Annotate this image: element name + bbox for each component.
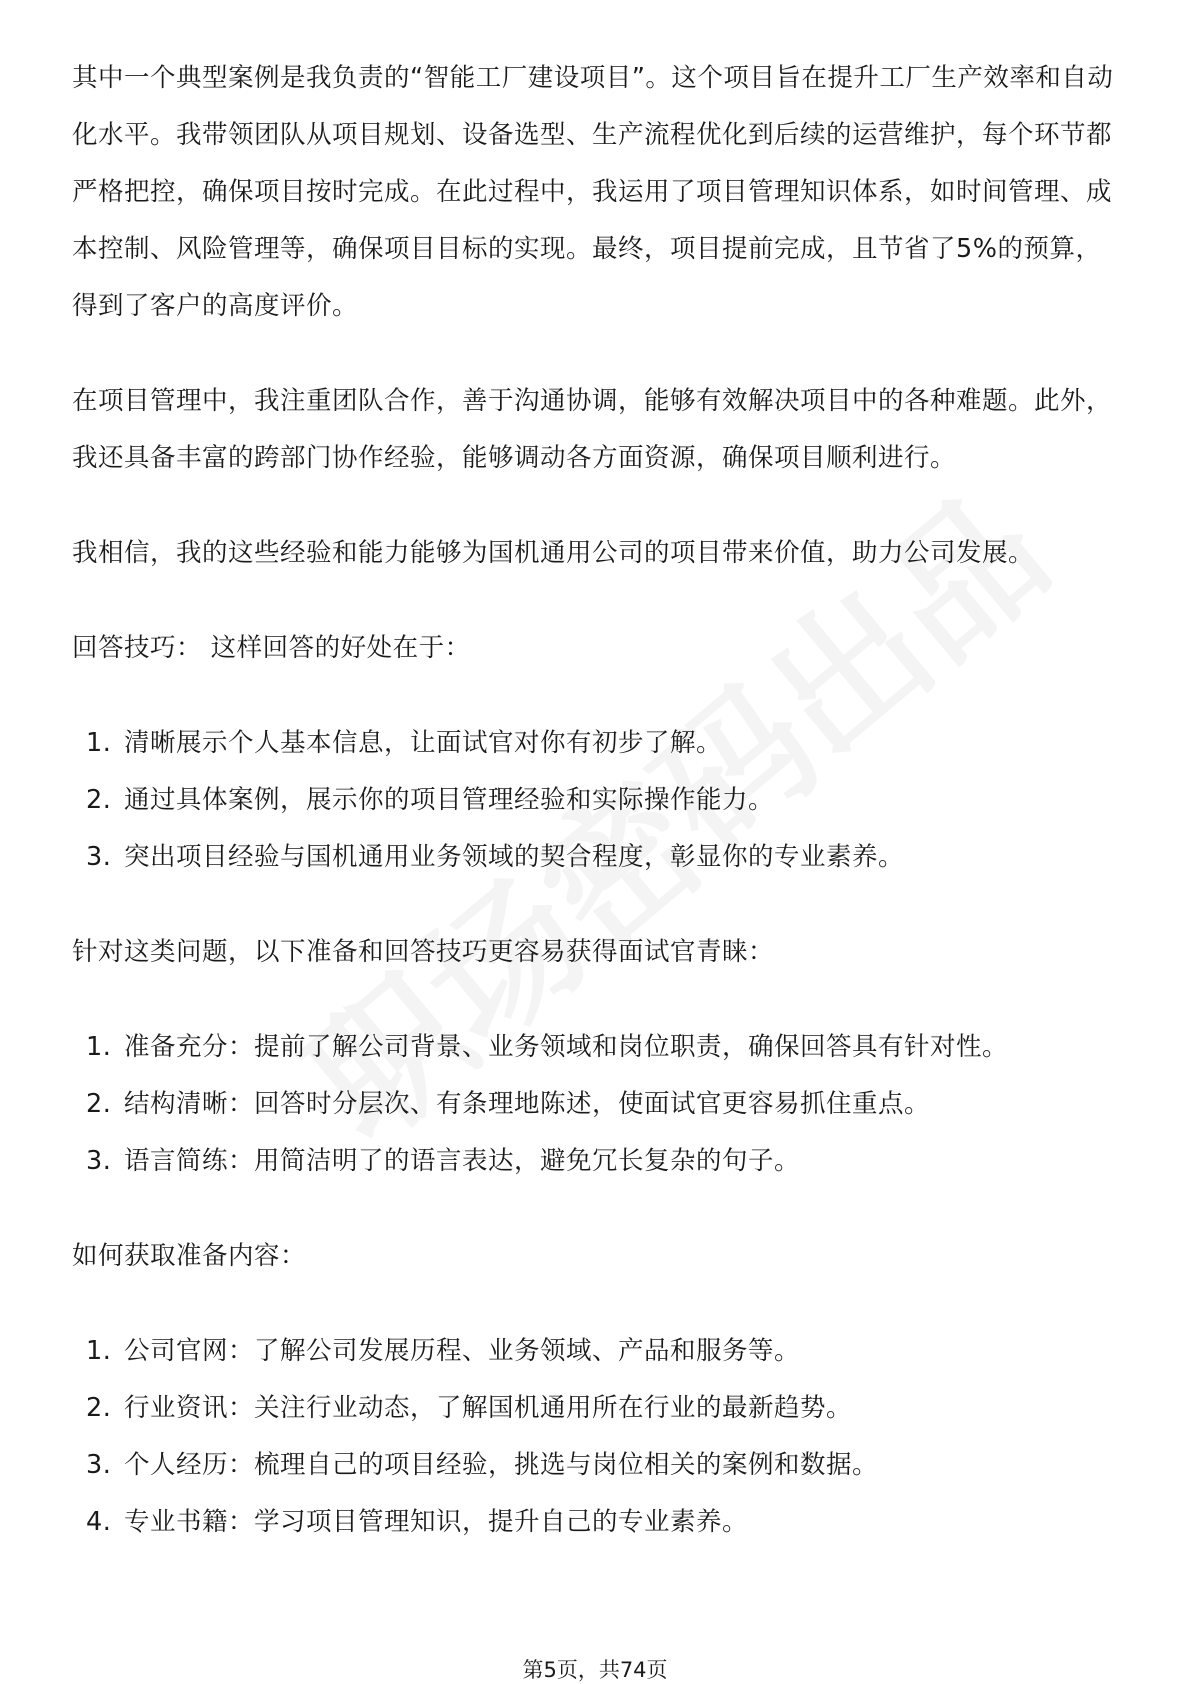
list-text: 专业书籍：学习项目管理知识，提升自己的专业素养。	[124, 1507, 749, 1537]
list-number: 1.	[86, 728, 112, 758]
list-text: 行业资讯：关注行业动态，了解国机通用所在行业的最新趋势。	[124, 1393, 853, 1423]
prep-heading: 针对这类问题，以下准备和回答技巧更容易获得面试官青睐：	[72, 937, 775, 967]
list-item	[72, 1019, 1118, 1076]
list-number: 2.	[86, 785, 112, 815]
list-text: 语言简练：用简洁明了的语言表达，避免冗长复杂的句子。	[124, 1146, 801, 1176]
list-item	[72, 1380, 1118, 1437]
tips-heading: 回答技巧： 这样回答的好处在于：	[72, 633, 471, 663]
list-number: 1.	[86, 1336, 112, 1366]
list-text: 准备充分：提前了解公司背景、业务领域和岗位职责，确保回答具有针对性。	[124, 1032, 1009, 1062]
list-item	[72, 772, 1118, 829]
list-number: 2.	[86, 1089, 112, 1119]
list-number: 2.	[86, 1393, 112, 1423]
list-item	[72, 1494, 1118, 1551]
list-text: 突出项目经验与国机通用业务领域的契合程度，彰显你的专业素养。	[124, 842, 905, 872]
list-text: 结构清晰：回答时分层次、有条理地陈述，使面试官更容易抓住重点。	[124, 1089, 931, 1119]
list-text: 公司官网：了解公司发展历程、业务领域、产品和服务等。	[124, 1336, 801, 1366]
tips-list	[72, 715, 1118, 886]
paragraph-teamwork: 在项目管理中，我注重团队合作，善于沟通协调，能够有效解决项目中的各种难题。此外，我还具备丰富的跨部门协作经验，能够调动各方面资源，确保项目顺利进行。	[72, 386, 1113, 473]
list-number: 3.	[86, 1146, 112, 1176]
list-item	[72, 715, 1118, 772]
list-number: 3.	[86, 842, 112, 872]
list-number: 1.	[86, 1032, 112, 1062]
list-number: 3.	[86, 1450, 112, 1480]
page-number: 第5页，共74页	[522, 1658, 668, 1682]
page-content	[72, 50, 1118, 1589]
prep-list	[72, 1019, 1118, 1190]
sources-list	[72, 1323, 1118, 1551]
list-item	[72, 1437, 1118, 1494]
list-item	[72, 1133, 1118, 1190]
list-item	[72, 829, 1118, 886]
paragraph-case-study: 其中一个典型案例是我负责的“智能工厂建设项目”。这个项目旨在提升工厂生产效率和自动化水平。我带领团队从项目规划、设备选型、生产流程优化到后续的运营维护，每个环节都严格把控，确保项目按时完成。在此过程中，我运用了项目管理知识体系，如时间管理、成本控制、风险管理等，确保项目目标的实现。最终，项目提前完成，且节省了5%的预算，得到了客户的高度评价。	[72, 63, 1114, 321]
paragraph-conclusion: 我相信，我的这些经验和能力能够为国机通用公司的项目带来价值，助力公司发展。	[72, 538, 1035, 568]
list-item	[72, 1323, 1118, 1380]
list-text: 通过具体案例，展示你的项目管理经验和实际操作能力。	[124, 785, 775, 815]
list-number: 4.	[86, 1507, 112, 1537]
list-text: 个人经历：梳理自己的项目经验，挑选与岗位相关的案例和数据。	[124, 1450, 879, 1480]
list-text: 清晰展示个人基本信息，让面试官对你有初步了解。	[124, 728, 723, 758]
list-item	[72, 1076, 1118, 1133]
sources-heading: 如何获取准备内容：	[72, 1241, 307, 1271]
